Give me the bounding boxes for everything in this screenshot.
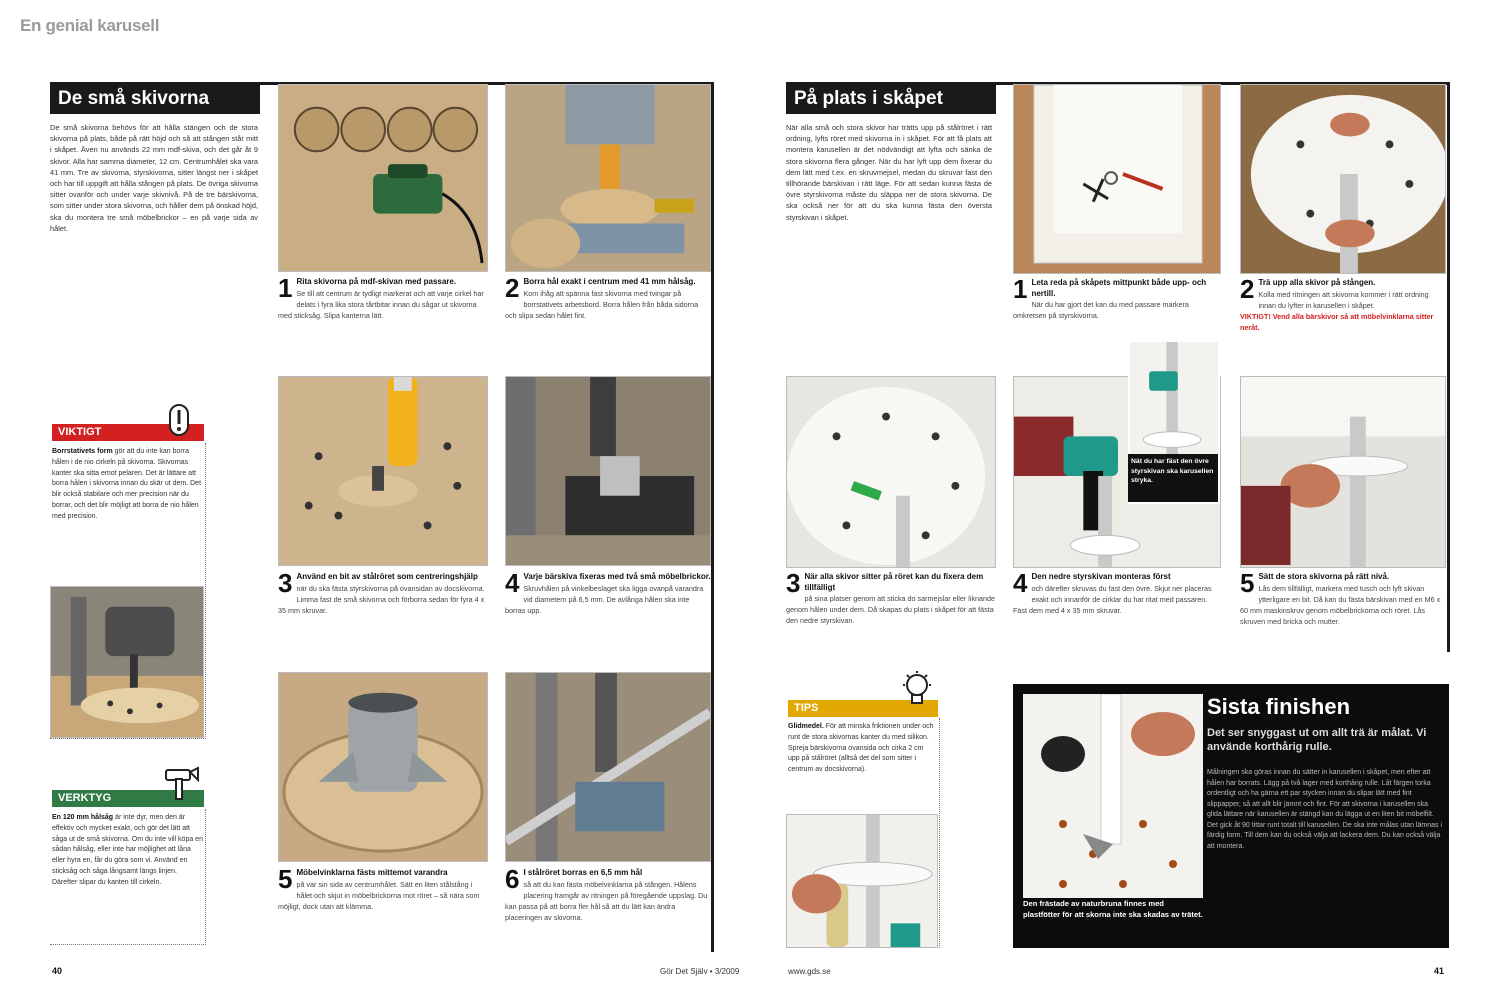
verktyg-body: är inte dyr, men den är effektiv och mycket exakt, och gör det lätt att såga ut de små skivorna. Om du inte vill köpa en sådan hålsåg, eller inte har möjlighet att låna eller hyra en, får du göra som vi. Använd en sticksåg och såga långsamt längs linjen. Därefter slipar du kanten till cirkeln.	[52, 814, 203, 886]
step-body: och därefter skruvas du fast den övre. Skjut ner placeras exakt och innanför de cirklar du har ritat med passaren. Fäst dem med 4 x 35 mm skruvar.	[1013, 583, 1212, 615]
drill-photo	[50, 586, 204, 738]
viktigt-text	[52, 447, 203, 523]
left-footer-text: Gör Det Själv • 3/2009	[660, 967, 740, 976]
tips-lead: Glidmedel.	[788, 723, 824, 730]
photo-step-2	[505, 84, 711, 272]
left-right-rule	[711, 82, 714, 952]
viktigt-body: gör att du inte kan borra hålen i de nio cirkeln på skivorna. Skivornas kanter ska sitta emot pelaren. Det är lättare att borra hålen i skivorna innan du skär ut dem. Det blir också stabilare och mer precision när du borrar, och det blir möjligt att borra de nio hålen med precision.	[52, 448, 202, 520]
step-body: när du ska fästa styrskivorna på ovansidan av docskivorna. Limma fast de små skivorna och förborra sedan för fyra 4 x 35 mm skruvar.	[278, 583, 485, 615]
right-step-1	[1013, 278, 1221, 338]
step-number: 5	[1240, 572, 1255, 598]
step-number: 2	[1240, 278, 1255, 304]
photo-step-6	[505, 672, 711, 862]
step-number: 2	[505, 277, 520, 303]
step-number: 4	[505, 572, 520, 598]
step-heading: Trä upp alla skivor på stången.	[1258, 278, 1376, 287]
step-body: Se till att centrum är tydligt markerat och att varje cirkel har delats i fyra lika stora tårtbitar innan du sågar ut skivorna med sticksåg. Slipa kanterna lätt.	[278, 288, 484, 320]
verktyg-lead: En 120 mm hålsåg	[52, 814, 114, 821]
tips-text	[788, 722, 937, 776]
step-heading: Varje bärskiva fixeras med två små möbelbrickor.	[523, 572, 711, 581]
verktyg-label: VERKTYG	[52, 790, 204, 807]
photo-step-4	[505, 376, 711, 566]
finish-text: Målningen ska göras innan du sätter in karusellen i skåpet, men efter att hålen har borrats. Lägg på två lager med korthårig rulle. Låt färgen torka ordentligt och ha gärna ett par stycken innan du slipar lätt med fint slippapper, så att allt blir jämnt och fint. För att skivorna i karusellen ska glida lättare när karusellen är stängd kan du lägga ut en liten bit möbelfilt. Det gick åt 90 tittar runt totalt till karusellen. De ska inte målas utan lämnas i färdig form. Till dem kan du också välja att lackera dem. Du kan också välja att montera.	[1207, 769, 1442, 850]
left-step-3	[278, 572, 488, 642]
left-step-2	[505, 277, 711, 347]
viktigt-lead: Borrstativets form	[52, 448, 113, 455]
photo-right-step-2	[1240, 84, 1446, 274]
tips-label: TIPS	[788, 700, 938, 717]
photo-right-step-5	[1240, 376, 1446, 568]
inset-caption-text: Nät du har fäst den övre styrskivan ska karusellen stryka.	[1131, 458, 1214, 484]
left-step-1	[278, 277, 488, 347]
step-note: VIKTIGT! Vend alla bärskivor så att möbelvinklarna sitter neråt.	[1240, 311, 1434, 332]
photo-tips	[786, 814, 938, 948]
step-body: Kolla med ritningen att skivorna kommer i rätt ordning innan du lyfter in karusellen i skåpet.	[1258, 289, 1429, 310]
step-number: 5	[278, 868, 293, 894]
step-number: 6	[505, 868, 520, 894]
left-step-4	[505, 572, 711, 642]
right-right-rule	[1447, 82, 1450, 652]
right-step-4	[1013, 572, 1221, 652]
step-number: 1	[278, 277, 293, 303]
hammer-icon	[162, 766, 200, 800]
tips-body: För att minska friktionen under och runt de stora skivornas kanter du med silikon. Spreja bärskivorna ovansida och cirka 2 cm upp på stålröret (alltså det del som sitter i centrum av docskivorna).	[788, 723, 934, 774]
finish-lead: Det ser snyggast ut om allt trä är målat. Vi använde korthårig rulle.	[1207, 727, 1427, 753]
photo-step-5	[278, 672, 488, 862]
verktyg-box	[50, 809, 206, 945]
finish-title: Sista finishen	[1207, 694, 1351, 719]
left-step-5	[278, 868, 488, 948]
left-step-6	[505, 868, 711, 948]
right-step-3	[786, 572, 996, 652]
step-heading: När alla skivor sitter på röret kan du fixera dem tillfälligt	[804, 572, 984, 592]
running-head: En genial karusell	[20, 16, 160, 35]
finish-photo-caption: Den frästade av naturbruna finnes med plastfötter för att skorna inte ska skadas av trätet.	[1023, 899, 1203, 919]
step-body: på sina platser genom att sticka do sarmejslar eller liknande genom hålen under dem. Då skapas du plats i skåpet för att fästa den nedre styrskivan.	[786, 594, 996, 625]
step-heading: Använd en bit av stålröret som centreringshjälp	[296, 572, 478, 581]
left-intro-text: De små skivorna behövs för att hålla stängen och de stora skivorna på plats, både på rätt höjd och så att stången står mitt i skåpet. Även nu används 22 mm mdf-skiva, och det går åt 9 skivor. Alla har samma diameter, 12 cm. Centrumhålet ska vara 41 mm. Tre av skivorna, styrskivorna, sitter längst ner i skåpet och har till uppgift att hålla stången på plats. De övriga skivorna sitter ovanför och under varje skivnivå. På de tre bärskivorna, som sitter under stora skivorna, och håller dem på önskad höjd, ska du montera tre små möbelbrickor – en på varje sida av hålet.	[50, 123, 258, 233]
step-number: 3	[786, 572, 801, 598]
step-body: på var sin sida av centrumhålet. Sätt en liten stålstång i hålet och skjut in möbelbrickorna mot röret – så nära som möjligt, dock utan att klämma.	[278, 879, 480, 911]
step-heading: Leta reda på skåpets mittpunkt både upp- och nertill.	[1031, 278, 1207, 298]
step-heading: Den nedre styrskivan monteras först	[1031, 572, 1171, 581]
right-step-5	[1240, 572, 1446, 652]
step-body: Skruvhålen på vinkelbeslaget ska ligga ovanpå varandra vid diametern på 6,5 mm. De avlånga hålen ska inte borras upp.	[505, 583, 704, 615]
photo-finish	[1023, 694, 1203, 898]
lightbulb-icon	[900, 670, 934, 708]
step-body: Kom ihåg att spänna fast skivorna med tvingar på borrstativets arbetsbord. Borra hålen från båda sidorna och slipa sedan hålet fint.	[505, 288, 699, 320]
finish-box	[1013, 684, 1449, 948]
exclamation-icon	[167, 403, 191, 437]
photo-right-step-1	[1013, 84, 1221, 274]
step-number: 1	[1013, 278, 1028, 304]
step-heading: Borra hål exakt i centrum med 41 mm hålsåg.	[523, 277, 696, 286]
step-number: 3	[278, 572, 293, 598]
step-body: När du har gjort det kan du med passare markera omkretsen på styrskivorna.	[1013, 300, 1189, 320]
step-heading: Rita skivorna på mdf-skivan med passare.	[296, 277, 457, 286]
left-page-number: 40	[52, 966, 63, 976]
step-number: 4	[1013, 572, 1028, 598]
right-footer-url: www.gds.se	[788, 967, 831, 976]
step-heading: I stålröret borras en 6,5 mm hål	[523, 868, 643, 877]
right-step-2	[1240, 278, 1446, 368]
photo-step-3	[278, 376, 488, 566]
step-body: så att du kan fästa möbelvinklarna på stången. Hålens placering framgår av ritningen på föregående uppslag. Du kan passa på att borra fler hål så att du lätt kan ändra placeringen av skivorna.	[505, 879, 708, 922]
left-section-title: De små skivorna	[50, 84, 260, 114]
step-heading: Möbelvinklarna fästs mittemot varandra	[296, 868, 448, 877]
right-intro-text: När alla små och stora skivor har trätts upp på stålröret i rätt ordning, lyfts röret med skivorna in i skåpet. För att få plats att montera karusellen är det nödvändigt att lyfta och sänka de stora skivorna flera gånger. När du har lyft upp dem fixerar du dem lätt med t.ex. en skruvmejsel, medan du skruvar fast den tillhörande bärskivan i rätt läge. För att sedan kunna fästa de övre styrskivorna måste du släppa ner de stora skivorna. De ska också ner för att du ska kunna fästa den översta styrskivan i skåpet.	[786, 123, 992, 222]
inset-caption	[1128, 454, 1218, 502]
right-page-number: 41	[1434, 966, 1445, 976]
viktigt-label: VIKTIGT	[52, 424, 204, 441]
verktyg-text	[52, 813, 203, 889]
step-body: Lås dem tillfälligt, markera med tusch och lyft skivan ytterligare en bit. Då kan du fästa bärskivan med en M6 x 60 mm maskinskruv genom möbelbrickorna och röret. Lås skruven med bricka och mutter.	[1240, 583, 1441, 626]
right-section-title: På plats i skåpet	[786, 84, 996, 114]
photo-step-1	[278, 84, 488, 272]
photo-right-step-3	[786, 376, 996, 568]
step-heading: Sätt de stora skivorna på rätt nivå.	[1258, 572, 1390, 581]
